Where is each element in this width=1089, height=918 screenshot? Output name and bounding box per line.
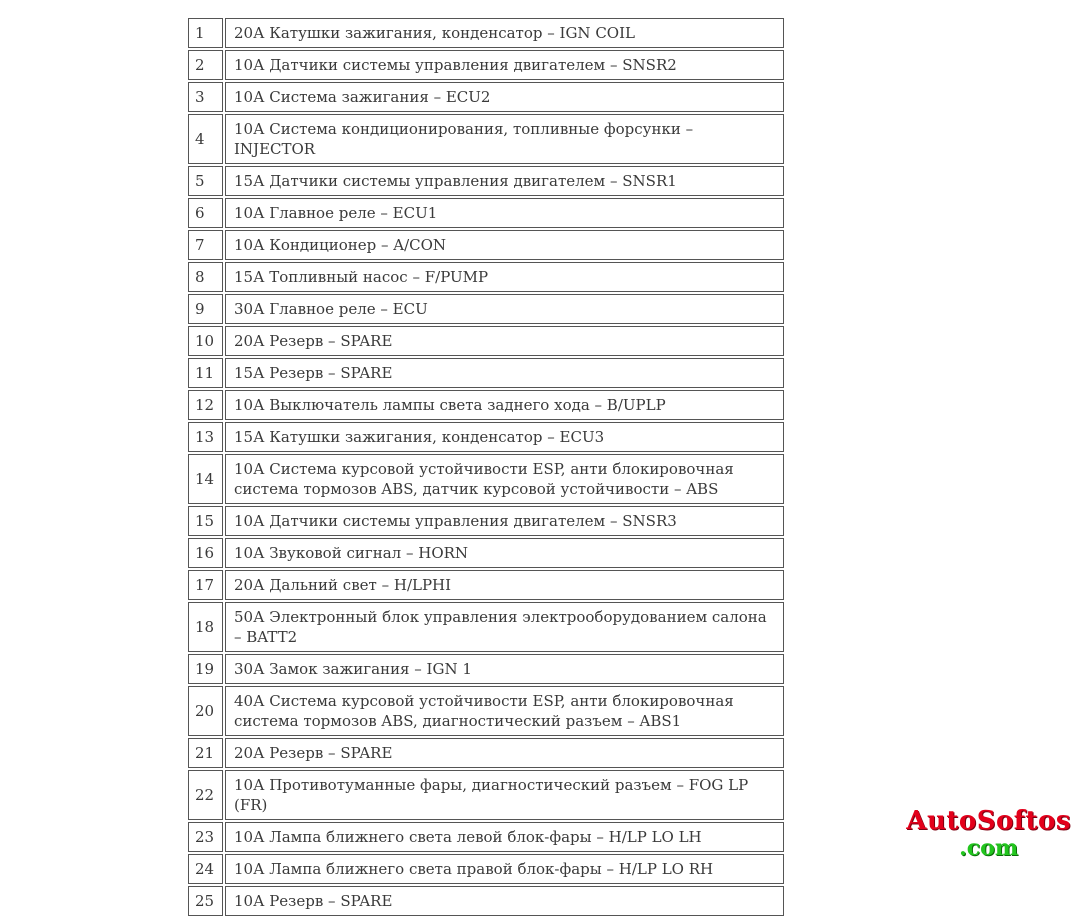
fuse-number: 18: [188, 602, 223, 652]
fuse-description: 30А Главное реле – ECU: [225, 294, 784, 324]
fuse-number: 20: [188, 686, 223, 736]
fuse-description: 15А Резерв – SPARE: [225, 358, 784, 388]
fuse-description: 10А Противотуманные фары, диагностический разъем – FOG LP (FR): [225, 770, 784, 820]
fuse-table: [186, 16, 786, 918]
fuse-number: 15: [188, 506, 223, 536]
fuse-description: 10А Датчики системы управления двигателем – SNSR3: [225, 506, 784, 536]
fuse-description: 10А Датчики системы управления двигателем – SNSR2: [225, 50, 784, 80]
fuse-description: 20А Дальний свет – H/LPHI: [225, 570, 784, 600]
fuse-description: 40А Система курсовой устойчивости ESP, анти блокировочная система тормозов ABS, диагностический разъем – ABS1: [225, 686, 784, 736]
table-row: [188, 294, 784, 324]
table-row: [188, 686, 784, 736]
fuse-number: 21: [188, 738, 223, 768]
watermark-brand: AutoSoftos: [906, 806, 1071, 836]
table-row: [188, 602, 784, 652]
fuse-table-body: [188, 18, 784, 916]
fuse-description: 20А Резерв – SPARE: [225, 326, 784, 356]
fuse-description: 10А Система кондиционирования, топливные форсунки – INJECTOR: [225, 114, 784, 164]
table-row: [188, 262, 784, 292]
fuse-description: 10А Выключатель лампы света заднего хода – B/UPLP: [225, 390, 784, 420]
fuse-number: 2: [188, 50, 223, 80]
fuse-number: 6: [188, 198, 223, 228]
fuse-number: 16: [188, 538, 223, 568]
fuse-number: 7: [188, 230, 223, 260]
fuse-number: 19: [188, 654, 223, 684]
fuse-description: 20А Катушки зажигания, конденсатор – IGN COIL: [225, 18, 784, 48]
table-row: [188, 18, 784, 48]
table-row: [188, 886, 784, 916]
fuse-description: 10А Звуковой сигнал – HORN: [225, 538, 784, 568]
fuse-number: 17: [188, 570, 223, 600]
fuse-number: 4: [188, 114, 223, 164]
fuse-description: 15А Датчики системы управления двигателем – SNSR1: [225, 166, 784, 196]
table-row: [188, 738, 784, 768]
fuse-description: 20А Резерв – SPARE: [225, 738, 784, 768]
table-row: [188, 326, 784, 356]
table-row: [188, 770, 784, 820]
fuse-description: 10А Система курсовой устойчивости ESP, анти блокировочная система тормозов ABS, датчик курсовой устойчивости – ABS: [225, 454, 784, 504]
table-row: [188, 538, 784, 568]
fuse-number: 25: [188, 886, 223, 916]
fuse-number: 10: [188, 326, 223, 356]
fuse-description: 10А Лампа ближнего света правой блок-фары – H/LP LO RH: [225, 854, 784, 884]
fuse-description: 30А Замок зажигания – IGN 1: [225, 654, 784, 684]
fuse-number: 13: [188, 422, 223, 452]
table-row: [188, 82, 784, 112]
fuse-number: 11: [188, 358, 223, 388]
fuse-description: 10А Кондиционер – A/CON: [225, 230, 784, 260]
fuse-description: 15А Топливный насос – F/PUMP: [225, 262, 784, 292]
fuse-description: 10А Система зажигания – ECU2: [225, 82, 784, 112]
fuse-number: 23: [188, 822, 223, 852]
watermark-domain: .com: [959, 835, 1019, 861]
fuse-description: 15А Катушки зажигания, конденсатор – ECU3: [225, 422, 784, 452]
fuse-description: 10А Лампа ближнего света левой блок-фары – H/LP LO LH: [225, 822, 784, 852]
table-row: [188, 114, 784, 164]
table-row: [188, 198, 784, 228]
site-watermark: [906, 806, 1071, 860]
table-row: [188, 654, 784, 684]
table-row: [188, 50, 784, 80]
fuse-number: 1: [188, 18, 223, 48]
fuse-number: 9: [188, 294, 223, 324]
fuse-description: 50А Электронный блок управления электрооборудованием салона – BATT2: [225, 602, 784, 652]
table-row: [188, 422, 784, 452]
table-row: [188, 390, 784, 420]
fuse-number: 3: [188, 82, 223, 112]
table-row: [188, 506, 784, 536]
table-row: [188, 822, 784, 852]
fuse-number: 24: [188, 854, 223, 884]
fuse-number: 12: [188, 390, 223, 420]
fuse-number: 8: [188, 262, 223, 292]
table-row: [188, 230, 784, 260]
table-row: [188, 570, 784, 600]
table-row: [188, 854, 784, 884]
fuse-description: 10А Главное реле – ECU1: [225, 198, 784, 228]
fuse-number: 14: [188, 454, 223, 504]
fuse-number: 5: [188, 166, 223, 196]
fuse-description: 10А Резерв – SPARE: [225, 886, 784, 916]
table-row: [188, 166, 784, 196]
table-row: [188, 358, 784, 388]
table-row: [188, 454, 784, 504]
fuse-number: 22: [188, 770, 223, 820]
